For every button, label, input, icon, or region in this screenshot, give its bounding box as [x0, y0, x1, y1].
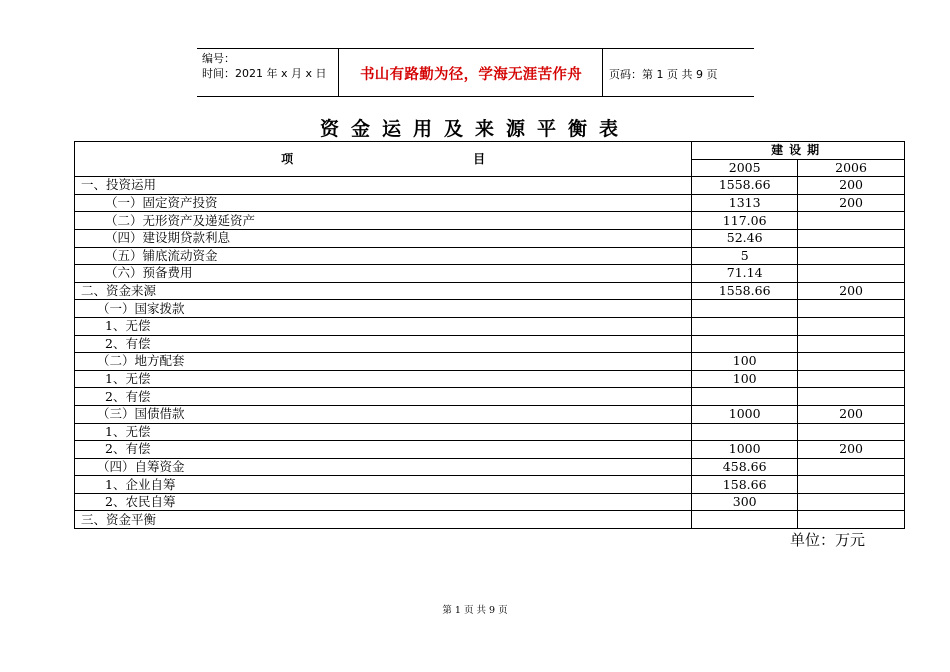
row-value-2006: [798, 476, 905, 494]
row-value-2006: [798, 370, 905, 388]
row-value-2006: 200: [798, 177, 905, 195]
row-value-2005: 52.46: [692, 229, 798, 247]
row-value-2005: 158.66: [692, 476, 798, 494]
row-value-2006: [798, 247, 905, 265]
column-header-item-b: 目: [473, 152, 486, 167]
table-row: [75, 177, 905, 195]
column-header-item: [75, 142, 692, 177]
row-value-2006: [798, 265, 905, 283]
row-value-2005: [692, 300, 798, 318]
row-value-2006: [798, 335, 905, 353]
row-item-label: 1、无偿: [75, 370, 692, 388]
column-header-period: 建设期: [692, 142, 905, 160]
table-row: [75, 511, 905, 529]
header-top-rule: [197, 48, 754, 49]
header-bottom-rule: [197, 96, 754, 97]
row-value-2006: [798, 317, 905, 335]
number-label: 编号：: [202, 52, 235, 65]
column-header-2005: 2005: [692, 159, 798, 177]
table-row: [75, 282, 905, 300]
row-value-2005: [692, 317, 798, 335]
row-value-2006: 200: [798, 405, 905, 423]
row-value-2005: 300: [692, 493, 798, 511]
row-value-2005: [692, 423, 798, 441]
page-footer: 第 1 页 共 9 页: [442, 605, 508, 616]
row-value-2005: 458.66: [692, 458, 798, 476]
row-value-2005: [692, 511, 798, 529]
row-value-2005: 5: [692, 247, 798, 265]
row-item-label: （二）地方配套: [75, 353, 692, 371]
row-item-label: 一、投资运用: [75, 177, 692, 195]
time-label: 时间：2021 年 x 月 x 日: [202, 67, 327, 80]
table-row: [75, 423, 905, 441]
row-item-label: 2、农民自筹: [75, 493, 692, 511]
column-header-2006: 2006: [798, 159, 905, 177]
header-divider-right: [602, 48, 603, 96]
row-value-2005: [692, 388, 798, 406]
table-row: [75, 335, 905, 353]
table-row: [75, 265, 905, 283]
fund-balance-table: [74, 141, 905, 529]
table-row: [75, 458, 905, 476]
row-item-label: 1、无偿: [75, 317, 692, 335]
table-row: [75, 194, 905, 212]
table-row: [75, 300, 905, 318]
column-header-item-a: 项: [281, 152, 294, 167]
row-item-label: （四）自筹资金: [75, 458, 692, 476]
row-value-2006: [798, 300, 905, 318]
table-row: [75, 388, 905, 406]
table-row: [75, 476, 905, 494]
row-value-2005: 100: [692, 353, 798, 371]
row-value-2005: [692, 335, 798, 353]
header-meta: [202, 51, 327, 81]
header-divider-left: [338, 48, 339, 96]
row-value-2006: [798, 353, 905, 371]
row-value-2005: 1558.66: [692, 282, 798, 300]
row-value-2006: 200: [798, 282, 905, 300]
row-item-label: （三）国债借款: [75, 405, 692, 423]
row-item-label: （一）国家拨款: [75, 300, 692, 318]
header-page-info: 页码：第 1 页 共 9 页: [609, 68, 718, 81]
table-header-row: [75, 142, 905, 160]
row-value-2006: 200: [798, 441, 905, 459]
row-value-2006: [798, 511, 905, 529]
row-value-2006: [798, 458, 905, 476]
row-value-2005: 117.06: [692, 212, 798, 230]
table-row: [75, 370, 905, 388]
table-row: [75, 405, 905, 423]
unit-note: 单位：万元: [790, 531, 866, 549]
row-item-label: （五）铺底流动资金: [75, 247, 692, 265]
table-row: [75, 441, 905, 459]
row-item-label: （一）固定资产投资: [75, 194, 692, 212]
row-item-label: 2、有偿: [75, 388, 692, 406]
row-value-2005: 1000: [692, 441, 798, 459]
row-item-label: （六）预备费用: [75, 265, 692, 283]
table-row: [75, 317, 905, 335]
table-row: [75, 493, 905, 511]
row-value-2006: [798, 388, 905, 406]
row-value-2005: 1313: [692, 194, 798, 212]
table-row: [75, 229, 905, 247]
row-item-label: 2、有偿: [75, 441, 692, 459]
table-row: [75, 353, 905, 371]
row-item-label: （四）建设期贷款利息: [75, 229, 692, 247]
row-value-2006: [798, 493, 905, 511]
row-value-2005: 1558.66: [692, 177, 798, 195]
row-value-2006: [798, 229, 905, 247]
row-value-2006: [798, 212, 905, 230]
row-value-2006: 200: [798, 194, 905, 212]
row-item-label: 2、有偿: [75, 335, 692, 353]
row-item-label: 二、资金来源: [75, 282, 692, 300]
row-value-2005: 71.14: [692, 265, 798, 283]
row-item-label: 1、企业自筹: [75, 476, 692, 494]
table-row: [75, 247, 905, 265]
row-item-label: 1、无偿: [75, 423, 692, 441]
table-row: [75, 212, 905, 230]
row-item-label: （二）无形资产及递延资产: [75, 212, 692, 230]
page-title: 资金运用及来源平衡表: [319, 118, 630, 140]
header-motto: 书山有路勤为径，学海无涯苦作舟: [360, 67, 582, 83]
row-item-label: 三、资金平衡: [75, 511, 692, 529]
row-value-2005: 1000: [692, 405, 798, 423]
row-value-2006: [798, 423, 905, 441]
row-value-2005: 100: [692, 370, 798, 388]
